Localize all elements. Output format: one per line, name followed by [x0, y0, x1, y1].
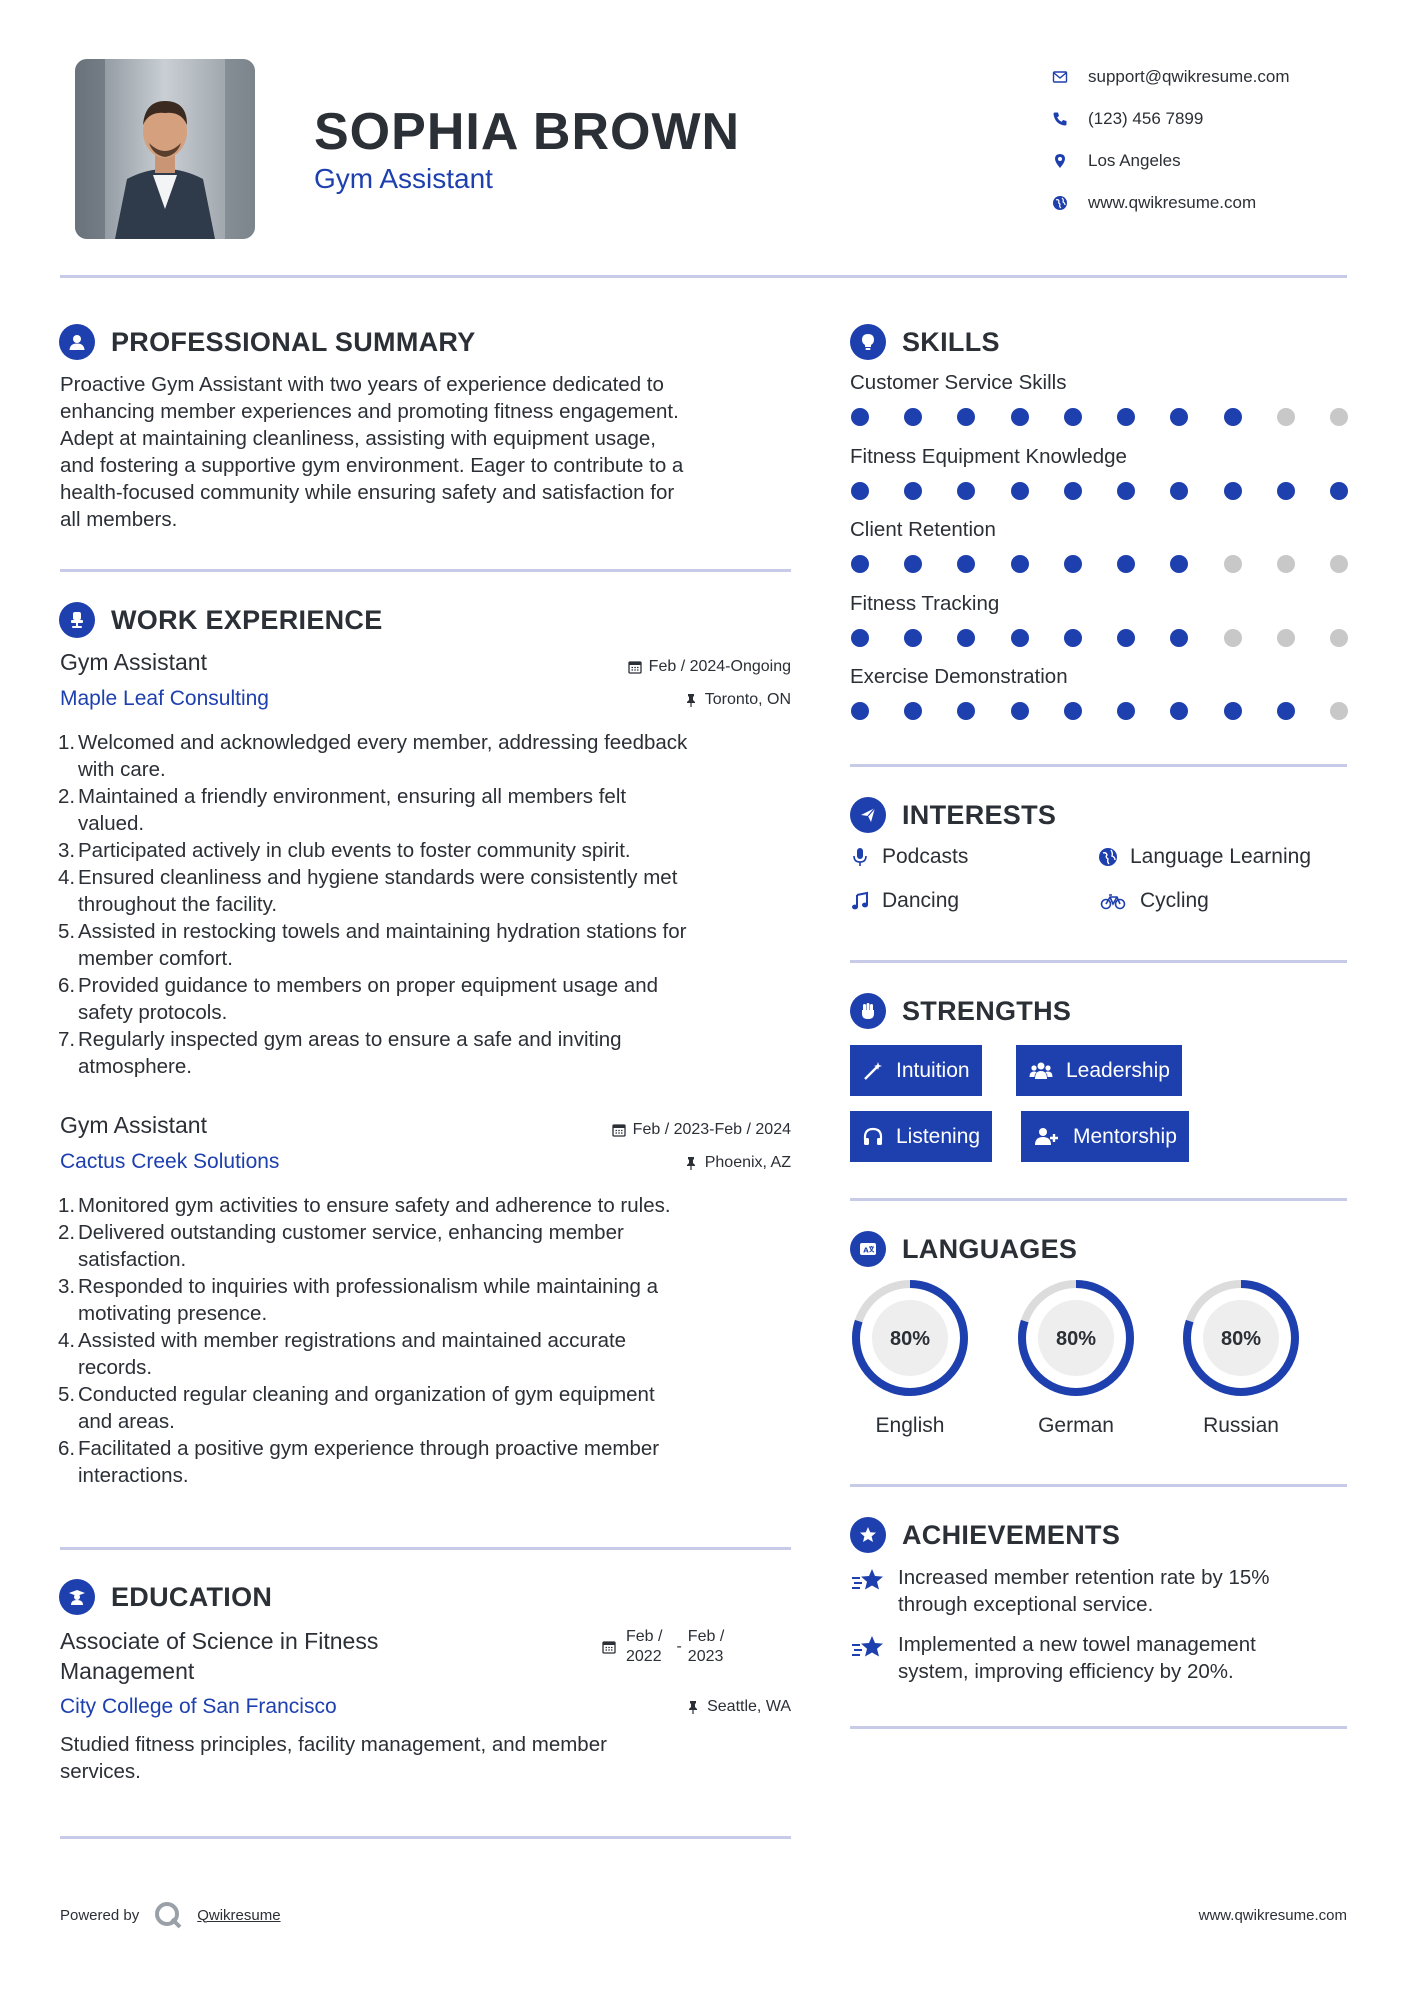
education-divider	[60, 1836, 791, 1839]
rating-dot-filled	[1011, 629, 1029, 647]
description-line: services.	[60, 1760, 141, 1783]
footer-url[interactable]: www.qwikresume.com	[1198, 1907, 1347, 1924]
rating-dot-filled	[904, 482, 922, 500]
rating-dot-filled	[851, 702, 869, 720]
job-date-text: Feb / 2024-Ongoing	[648, 658, 791, 675]
interest-language-learning	[1098, 845, 1311, 869]
achievement-line: Increased member retention rate by 15%	[898, 1566, 1270, 1589]
item-text: Assisted in restocking towels and maintaining hydration stations for	[78, 920, 687, 943]
list-item	[60, 1327, 800, 1381]
item-number: 5.	[58, 1383, 76, 1406]
contact-website[interactable]	[1052, 182, 1382, 224]
music-note-icon	[850, 891, 870, 911]
strength-listening	[850, 1111, 992, 1162]
education-title: EDUCATION	[111, 1581, 273, 1612]
achievements-title: ACHIEVEMENTS	[902, 1519, 1121, 1550]
star-icon	[850, 1566, 886, 1596]
item-text: Responded to inquiries with professionalism while maintaining a	[78, 1275, 659, 1298]
rating-dot-filled	[957, 629, 975, 647]
item-text: motivating presence.	[78, 1302, 268, 1325]
summary-text	[60, 371, 800, 533]
summary-heading	[59, 324, 476, 360]
skill-name: Fitness Equipment Knowledge	[850, 444, 1127, 468]
item-number: 1.	[58, 731, 76, 754]
contact-location-text: Los Angeles	[1088, 151, 1181, 170]
rating-dot-filled	[1064, 408, 1082, 426]
rating-dot-empty	[1224, 555, 1242, 573]
candidate-role: Gym Assistant	[314, 163, 493, 194]
strengths-title: STRENGTHS	[902, 995, 1072, 1026]
rating-dot-empty	[1277, 408, 1295, 426]
item-number: 6.	[58, 1437, 76, 1460]
list-item	[60, 1026, 800, 1080]
item-text: valued.	[78, 812, 145, 835]
profile-photo	[75, 59, 255, 239]
candidate-name: SOPHIA BROWN	[314, 103, 741, 161]
job-location-text: Toronto, ON	[704, 691, 791, 708]
job-location	[684, 691, 791, 709]
strength-leadership	[1016, 1045, 1182, 1096]
achievement-line: system, improving efficiency by 20%.	[898, 1660, 1234, 1683]
contact-email[interactable]	[1052, 56, 1382, 98]
achievement-line: through exceptional service.	[898, 1593, 1154, 1616]
item-number: 4.	[58, 1329, 76, 1352]
list-item	[60, 918, 800, 972]
list-item	[60, 837, 800, 864]
pushpin-icon	[684, 1156, 698, 1170]
interest-label: Cycling	[1140, 889, 1209, 912]
item-number: 4.	[58, 866, 76, 889]
achievement-line: Implemented a new towel management	[898, 1633, 1256, 1656]
star-icon	[850, 1633, 886, 1663]
magic-wand-icon	[862, 1060, 884, 1082]
experience-heading	[59, 602, 383, 638]
language-percent: 80%	[889, 1328, 931, 1350]
skill-name: Fitness Tracking	[850, 591, 1000, 615]
interests-title: INTERESTS	[902, 799, 1057, 830]
date-part: 2022	[626, 1648, 662, 1665]
language-name: Russian	[1203, 1414, 1279, 1437]
rating-dot-filled	[1064, 555, 1082, 573]
envelope-icon	[1052, 69, 1088, 85]
skill-name: Customer Service Skills	[850, 371, 1067, 394]
date-separator: -	[676, 1638, 682, 1655]
achievement-item	[850, 1564, 1350, 1618]
item-text: atmosphere.	[78, 1055, 192, 1078]
job-duties-list	[60, 729, 800, 1080]
interest-label: Dancing	[882, 889, 960, 912]
language-item	[1166, 1276, 1316, 1438]
summary-line: and fostering a supportive gym environment. Eager to contribute to a	[60, 454, 684, 477]
rating-dot-filled	[1224, 482, 1242, 500]
item-number: 6.	[58, 974, 76, 997]
rating-dot-filled	[1064, 482, 1082, 500]
summary-line: Proactive Gym Assistant with two years of experience dedicated to	[60, 373, 664, 396]
contact-location	[1052, 140, 1382, 182]
language-name: German	[1038, 1414, 1114, 1437]
interest-label: Podcasts	[882, 845, 969, 868]
education-location	[686, 1698, 791, 1716]
rating-dot-filled	[1330, 482, 1348, 500]
rating-dot-filled	[1011, 482, 1029, 500]
rating-dot-filled	[1170, 408, 1188, 426]
fist-icon	[850, 993, 886, 1029]
rating-dot-empty	[1277, 629, 1295, 647]
rating-dot-filled	[1170, 555, 1188, 573]
date-part: Feb /	[626, 1628, 663, 1645]
qwikresume-logo-icon	[153, 1900, 183, 1930]
rating-dot-filled	[1064, 629, 1082, 647]
users-icon	[1028, 1060, 1054, 1082]
summary-divider	[60, 569, 791, 572]
description-line: Studied fitness principles, facility management, and member	[60, 1733, 607, 1756]
skill-rating	[851, 555, 1348, 573]
rating-dot-filled	[1224, 702, 1242, 720]
rating-dot-filled	[851, 629, 869, 647]
language-item	[1001, 1276, 1151, 1438]
languages-title: LANGUAGES	[902, 1233, 1078, 1264]
language-name: English	[875, 1414, 945, 1437]
skills-heading	[850, 324, 1000, 360]
strength-label: Intuition	[896, 1058, 970, 1082]
item-number: 2.	[58, 1221, 76, 1244]
calendar-icon	[628, 660, 642, 674]
globe-icon	[1052, 195, 1088, 211]
rating-dot-empty	[1330, 408, 1348, 426]
calendar-icon	[602, 1640, 616, 1654]
rating-dot-filled	[1170, 702, 1188, 720]
interest-label: Language Learning	[1130, 845, 1312, 868]
languages-divider	[850, 1484, 1347, 1487]
rating-dot-filled	[1277, 702, 1295, 720]
svg-text:A: A	[863, 1246, 869, 1255]
rating-dot-filled	[851, 408, 869, 426]
item-text: throughout the facility.	[78, 893, 278, 916]
skill-name: Exercise Demonstration	[850, 665, 1068, 688]
list-item	[60, 783, 800, 837]
interest-podcasts	[850, 845, 968, 869]
list-item	[60, 1192, 800, 1219]
achievements-heading	[850, 1517, 1120, 1553]
strength-intuition	[850, 1045, 982, 1096]
user-icon	[59, 324, 95, 360]
rating-dot-filled	[1117, 555, 1135, 573]
microphone-icon	[850, 847, 870, 867]
strength-label: Mentorship	[1073, 1124, 1177, 1148]
rating-dot-filled	[957, 408, 975, 426]
achievements-divider	[850, 1726, 1347, 1729]
phone-icon	[1052, 111, 1088, 127]
map-pin-icon	[1052, 153, 1088, 169]
rating-dot-filled	[1277, 482, 1295, 500]
rating-dot-filled	[1170, 629, 1188, 647]
language-percent: 80%	[1220, 1328, 1262, 1350]
item-text: with care.	[78, 758, 166, 781]
rating-dot-filled	[904, 702, 922, 720]
experience-title: WORK EXPERIENCE	[111, 604, 383, 635]
experience-divider	[60, 1547, 791, 1550]
globe-icon	[1098, 847, 1118, 867]
item-number: 7.	[58, 1028, 76, 1051]
item-text: Conducted regular cleaning and organization of gym equipment	[78, 1383, 655, 1406]
contact-phone[interactable]	[1052, 98, 1382, 140]
achievement-item	[850, 1631, 1350, 1685]
language-icon	[850, 1231, 886, 1267]
rating-dot-filled	[957, 702, 975, 720]
item-text: Maintained a friendly environment, ensuring all members felt	[78, 785, 627, 808]
skills-divider	[850, 764, 1347, 767]
item-text: Monitored gym activities to ensure safety and adherence to rules.	[78, 1194, 671, 1217]
powered-by-text: Powered by	[60, 1906, 140, 1924]
item-text: Welcomed and acknowledged every member, addressing feedback	[78, 731, 688, 754]
item-text: records.	[78, 1356, 153, 1379]
degree-title	[60, 1626, 480, 1686]
list-item	[60, 1435, 800, 1489]
job-date	[612, 1121, 791, 1139]
rating-dot-filled	[1011, 702, 1029, 720]
date-part: 2023	[687, 1648, 724, 1665]
rating-dot-empty	[1277, 555, 1295, 573]
strength-label: Listening	[896, 1124, 981, 1148]
rating-dot-filled	[1117, 702, 1135, 720]
summary-line: enhancing member experiences and promoting fitness engagement.	[60, 400, 679, 423]
language-item	[835, 1276, 985, 1438]
degree-line: Management	[60, 1658, 195, 1684]
strength-label: Leadership	[1066, 1058, 1170, 1082]
contact-website-text: www.qwikresume.com	[1088, 193, 1257, 212]
rating-dot-empty	[1224, 629, 1242, 647]
education-heading	[59, 1579, 272, 1615]
language-progress-ring	[848, 1276, 972, 1400]
rating-dot-empty	[1330, 629, 1348, 647]
skill-rating	[851, 408, 1348, 426]
job-location	[684, 1154, 791, 1172]
skill-rating	[851, 702, 1348, 720]
date-part: Feb /	[687, 1628, 725, 1645]
item-text: Provided guidance to members on proper equipment usage and	[78, 974, 659, 997]
languages-heading	[850, 1231, 1077, 1267]
contact-list	[1052, 56, 1382, 224]
item-number: 5.	[58, 920, 76, 943]
rating-dot-filled	[1170, 482, 1188, 500]
strengths-heading	[850, 993, 1071, 1029]
rating-dot-filled	[1224, 408, 1242, 426]
lightbulb-icon	[850, 324, 886, 360]
item-text: safety protocols.	[78, 1001, 228, 1024]
item-text: and areas.	[78, 1410, 175, 1433]
education-location-text: Seattle, WA	[707, 1698, 791, 1715]
rating-dot-filled	[957, 482, 975, 500]
job-location-text: Phoenix, AZ	[704, 1154, 791, 1171]
education-start-date	[626, 1627, 662, 1667]
summary-line: health-focused community while ensuring safety and satisfaction for	[60, 481, 675, 504]
paper-plane-icon	[850, 797, 886, 833]
skill-rating	[851, 629, 1348, 647]
skills-title: SKILLS	[902, 326, 1000, 357]
summary-line: all members.	[60, 508, 178, 531]
interests-heading	[850, 797, 1056, 833]
item-text: Regularly inspected gym areas to ensure a safe and inviting	[78, 1028, 622, 1051]
rating-dot-filled	[904, 629, 922, 647]
education-dates	[602, 1627, 724, 1667]
job-duties-list	[60, 1192, 800, 1489]
rating-dot-filled	[957, 555, 975, 573]
interest-dancing	[850, 889, 959, 913]
brand-link[interactable]: Qwikresume	[197, 1906, 281, 1924]
item-number: 1.	[58, 1194, 76, 1217]
list-item	[60, 1219, 800, 1273]
item-text: interactions.	[78, 1464, 189, 1487]
graduate-icon	[59, 1579, 95, 1615]
star-badge-icon	[850, 1517, 886, 1553]
language-percent: 80%	[1055, 1328, 1097, 1350]
job-title: Gym Assistant	[60, 649, 207, 675]
headphones-icon	[862, 1126, 884, 1148]
list-item	[60, 864, 800, 918]
footer-powered-by	[60, 1900, 281, 1930]
rating-dot-filled	[851, 482, 869, 500]
pushpin-icon	[684, 693, 698, 707]
item-text: Facilitated a positive gym experience through proactive member	[78, 1437, 660, 1460]
rating-dot-filled	[904, 555, 922, 573]
list-item	[60, 1381, 800, 1435]
job-date	[628, 658, 791, 676]
item-number: 3.	[58, 839, 76, 862]
briefcase-chair-icon	[59, 602, 95, 638]
education-description	[60, 1731, 800, 1785]
skill-rating	[851, 482, 1348, 500]
list-item	[60, 972, 800, 1026]
rating-dot-filled	[1011, 555, 1029, 573]
summary-title: PROFESSIONAL SUMMARY	[111, 326, 476, 357]
contact-email-text: support@qwikresume.com	[1088, 67, 1290, 86]
language-progress-ring	[1179, 1276, 1303, 1400]
rating-dot-filled	[1117, 482, 1135, 500]
rating-dot-filled	[1117, 629, 1135, 647]
language-progress-ring	[1014, 1276, 1138, 1400]
header-divider	[60, 275, 1347, 278]
education-end-date	[688, 1627, 724, 1667]
company-name: Maple Leaf Consulting	[60, 687, 269, 710]
rating-dot-empty	[1330, 555, 1348, 573]
calendar-icon	[612, 1123, 626, 1137]
rating-dot-filled	[1011, 408, 1029, 426]
interests-divider	[850, 960, 1347, 963]
list-item	[60, 729, 800, 783]
contact-phone-text: (123) 456 7899	[1088, 109, 1204, 128]
rating-dot-filled	[1117, 408, 1135, 426]
user-plus-icon	[1033, 1126, 1061, 1148]
skill-name: Client Retention	[850, 518, 996, 541]
item-text: Ensured cleanliness and hygiene standards were consistently met	[78, 866, 678, 889]
item-text: Participated actively in club events to foster community spirit.	[78, 839, 631, 862]
item-number: 2.	[58, 785, 76, 808]
school-name: City College of San Francisco	[60, 1695, 337, 1718]
pushpin-icon	[686, 1700, 700, 1714]
strength-mentorship	[1021, 1111, 1189, 1162]
rating-dot-filled	[1064, 702, 1082, 720]
summary-line: Adept at maintaining cleanliness, assisting with equipment usage,	[60, 427, 656, 450]
bicycle-icon	[1098, 891, 1128, 911]
item-text: Assisted with member registrations and maintained accurate	[78, 1329, 627, 1352]
interest-cycling	[1098, 889, 1209, 913]
rating-dot-filled	[904, 408, 922, 426]
company-name: Cactus Creek Solutions	[60, 1150, 280, 1173]
strengths-divider	[850, 1198, 1347, 1201]
list-item	[60, 1273, 800, 1327]
item-number: 3.	[58, 1275, 76, 1298]
item-text: Delivered outstanding customer service, enhancing member	[78, 1221, 624, 1244]
rating-dot-filled	[851, 555, 869, 573]
rating-dot-empty	[1330, 702, 1348, 720]
job-date-text: Feb / 2023-Feb / 2024	[632, 1121, 791, 1138]
job-title: Gym Assistant	[60, 1112, 207, 1138]
item-text: satisfaction.	[78, 1248, 187, 1271]
item-text: member comfort.	[78, 947, 233, 970]
degree-line: Associate of Science in Fitness	[60, 1628, 379, 1654]
